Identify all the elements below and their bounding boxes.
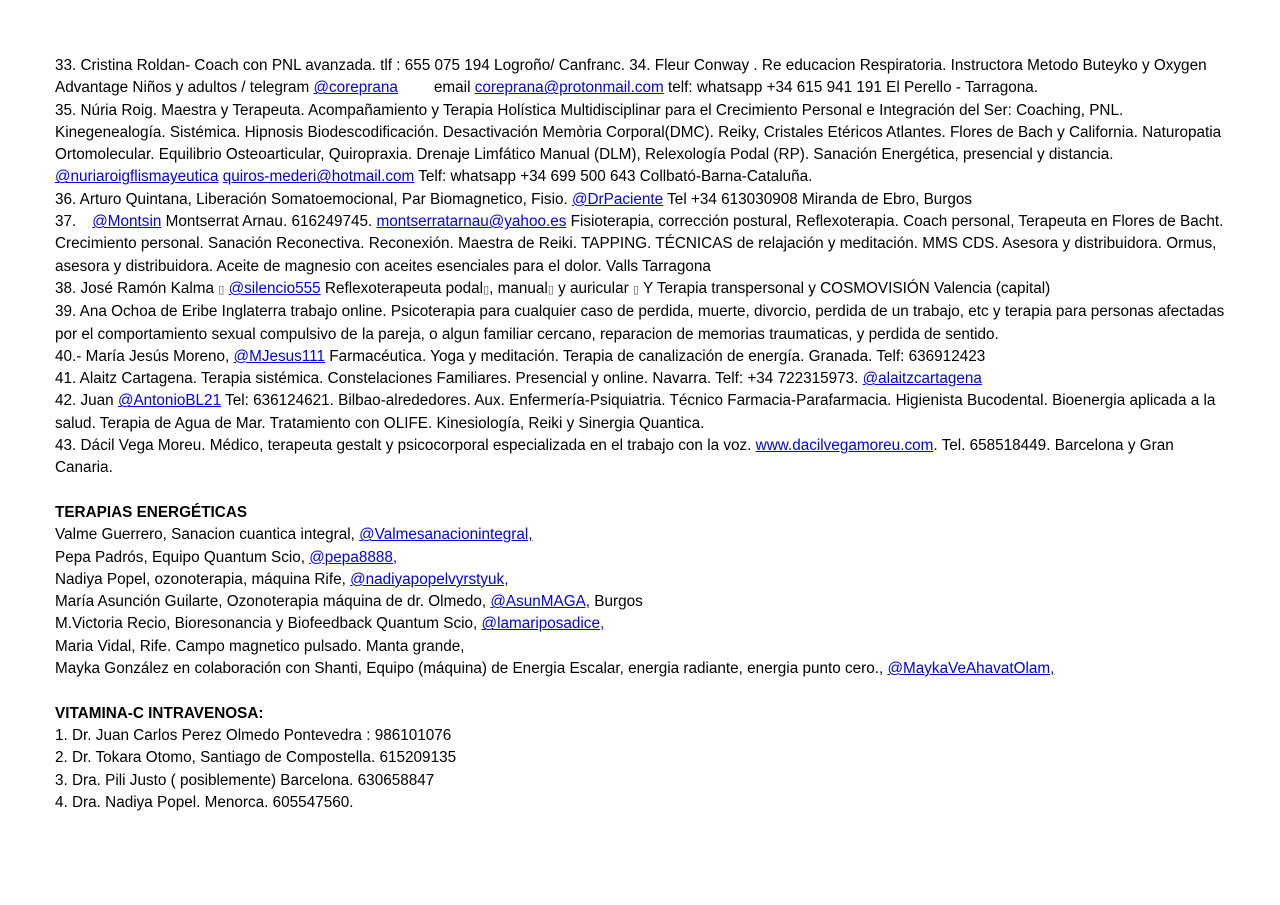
entry-39 [55, 301, 1227, 346]
entry-text: M.Victoria Recio, Bioresonancia y Biofeedback Quantum Scio, [55, 615, 482, 633]
list-item [55, 636, 1227, 658]
list-item: 1. Dr. Juan Carlos Perez Olmedo Pontevedra : 986101076 [55, 726, 452, 744]
missing-glyph-icon: ▯ [483, 283, 490, 296]
entry-text: Reflexoterapeuta podal [320, 279, 484, 297]
telegram-link[interactable]: @alaitzcartagena [862, 370, 982, 388]
energeticas-list [55, 524, 1227, 680]
entry-text: Valme Guerrero, Sanacion cuantica integral, [55, 526, 360, 544]
list-item [55, 658, 1227, 680]
entry-text: 41. Alaitz Cartagena. Terapia sistémica. Constelaciones Familiares. Presencial y online. Navarra. Telf: +34 722315973. [55, 370, 863, 388]
entry-text: 37. [55, 213, 77, 231]
entry-text: Nadiya Popel, ozonoterapia, máquina Rife, [55, 570, 351, 588]
entry-text: Tel: 636124621. Bilbao-alrededores. Aux. Enfermería-Psiquiatria. Técnico Farmacia-Parafarmacia. Higienista Bucodental. Bioenergia aplicada a la salud. Terapia de Agua de Mar. Tratamiento con OLIFE. Kinesiología, Reiki y Sinergia Quantica. [55, 392, 1216, 432]
entry-40 [55, 346, 1227, 368]
entry-text: y auricular [553, 279, 633, 297]
telegram-link[interactable]: @nadiyapopelvyrstyuk, [350, 570, 509, 588]
entry-text: email [433, 79, 475, 97]
entry-text: Mayka González en colaboración con Shanti, Equipo (máquina) de Energia Escalar, energia radiante, energia punto cero., [55, 660, 888, 678]
entry-36 [55, 189, 1227, 211]
telegram-link[interactable]: @DrPaciente [571, 190, 664, 208]
telegram-link[interactable]: @pepa8888, [309, 548, 398, 566]
email-link[interactable]: quiros-mederi@hotmail.com [222, 168, 415, 186]
telegram-link[interactable]: @coreprana [313, 79, 398, 97]
list-item [55, 547, 1227, 569]
website-link[interactable]: www.dacilvegamoreu.com [755, 437, 934, 455]
missing-glyph-icon: ▯ [547, 283, 554, 296]
email-link[interactable]: montserratarnau@yahoo.es [376, 213, 567, 231]
list-item [55, 569, 1227, 591]
telegram-link[interactable]: @Valmesanacionintegral, [359, 526, 533, 544]
entry-text: 40.- María Jesús Moreno, [55, 347, 234, 365]
entry-37 [55, 211, 1227, 278]
entry-41 [55, 368, 1227, 390]
entry-text: 42. Juan [55, 392, 118, 410]
entry-text: 36. Arturo Quintana, Liberación Somatoemocional, Par Biomagnetico, Fisio. [55, 190, 572, 208]
vitamina-list [55, 725, 1227, 814]
entry-35 [55, 100, 1227, 189]
entry-text: María Asunción Guilarte, Ozonoterapia máquina de dr. Olmedo, [55, 593, 491, 611]
list-item [55, 613, 1227, 635]
telegram-link[interactable]: @lamariposadice, [481, 615, 605, 633]
section-heading-vitamina: VITAMINA-C INTRAVENOSA: [55, 704, 264, 722]
missing-glyph-icon: ▯ [218, 283, 225, 296]
entry-43 [55, 435, 1227, 480]
entry-text: Montserrat Arnau. 616249745. [161, 213, 377, 231]
list-item: 4. Dra. Nadiya Popel. Menorca. 605547560. [55, 793, 354, 811]
telegram-link[interactable]: @MaykaVeAhavatOlam, [887, 660, 1055, 678]
entry-text: Pepa Padrós, Equipo Quantum Scio, [55, 548, 310, 566]
list-item: 2. Dr. Tokara Otomo, Santiago de Compostella. 615209135 [55, 749, 457, 767]
document-page [55, 55, 1227, 814]
entry-text: telf: whatsapp +34 615 941 191 El Perello - Tarragona. [663, 79, 1039, 97]
entry-text: , manual [489, 279, 548, 297]
entry-text: 33. Cristina Roldan- Coach con PNL avanzada. tlf : 655 075 194 Logroño/ Canfranc. 34. Fleur Conway . Re educacion Respiratoria. Instructora Metodo Buteyko y Oxygen Advantage Niños y adultos / telegram [55, 57, 1207, 97]
list-item [55, 524, 1227, 546]
entry-text: Y Terapia transpersonal y COSMOVISIÓN Valencia (capital) [639, 279, 1051, 297]
entry-text: 35. Núria Roig. Maestra y Terapeuta. Acompañamiento y Terapia Holística Multidisciplinar para el Crecimiento Personal e Integración del Ser: Coaching, PNL. Kinegenealogía. Sistémica. Hipnosis Biodescodificación. Desactivación Memòria Corporal(DMC). Reiky, Cristales Etéricos Atlantes. Flores de Bach y California. Naturopatia Ortomolecular. Equilibrio Osteoarticular, Quiropraxia. Drenaje Limfático Manual (DLM), Relexología Podal (RP). Sanación Energética, presencial y distancia. [55, 101, 1222, 164]
telegram-link[interactable]: @MJesus111 [233, 347, 326, 365]
entry-text: Burgos [590, 593, 643, 611]
entry-text: . Tel. 658518449. Barcelona y Gran Canaria. [55, 437, 1174, 477]
entry-text: 38. José Ramón Kalma [55, 279, 219, 297]
entry-text: 39. Ana Ochoa de Eribe Inglaterra trabajo online. Psicoterapia para cualquier caso de perdida, muerte, divorcio, perdida de un trabajo, etc y terapia para personas afectadas por el comportamiento sexual compulsivo de la pareja, o algun familiar cercano, reparacion de memorias traumaticas, y perdida de sentido. [55, 303, 1225, 343]
email-link[interactable]: coreprana@protonmail.com [474, 79, 664, 97]
telegram-link[interactable]: @nuriaroigflismayeutica [55, 168, 219, 186]
telegram-link[interactable]: @AntonioBL21 [117, 392, 222, 410]
entry-text: 43. Dácil Vega Moreu. Médico, terapeuta gestalt y psicocorporal especializada en el trabajo con la voz. [55, 437, 756, 455]
telegram-link[interactable]: @Montsin [92, 213, 162, 231]
entry-38 [55, 278, 1227, 301]
section-heading-energeticas: TERAPIAS ENERGÉTICAS [55, 503, 248, 521]
entry-33 [55, 55, 1227, 100]
missing-glyph-icon: ▯ [632, 283, 639, 296]
entry-text: Farmacéutica. Yoga y meditación. Terapia de canalización de energía. Granada. Telf: 636912423 [325, 347, 986, 365]
telegram-link[interactable]: @silencio555 [228, 279, 321, 297]
telegram-link[interactable]: @AsunMAGA, [490, 593, 591, 611]
entry-text: Fisioterapia, corrección postural, Reflexoterapia. Coach personal, Terapeuta en Flores de Bacht. Crecimiento personal. Sanación Reconectiva. Reconexión. Maestra de Reiki. TAPPING. TÉCNICAS de relajación y meditación. MMS CDS. Asesora y distribuidora. Ormus, asesora y distribuidora. Aceite de magnesio con aceites esenciales para el dolor. Valls Tarragona [55, 213, 1224, 275]
entry-text: Tel +34 613030908 Miranda de Ebro, Burgos [663, 190, 973, 208]
list-item: 3. Dra. Pili Justo ( posiblemente) Barcelona. 630658847 [55, 771, 435, 789]
entry-text: Telf: whatsapp +34 699 500 643 Collbató-Barna-Cataluña. [414, 168, 813, 186]
entry-text: Maria Vidal, Rife. Campo magnetico pulsado. Manta grande, [55, 637, 465, 655]
entry-42 [55, 390, 1227, 435]
list-item [55, 591, 1227, 613]
